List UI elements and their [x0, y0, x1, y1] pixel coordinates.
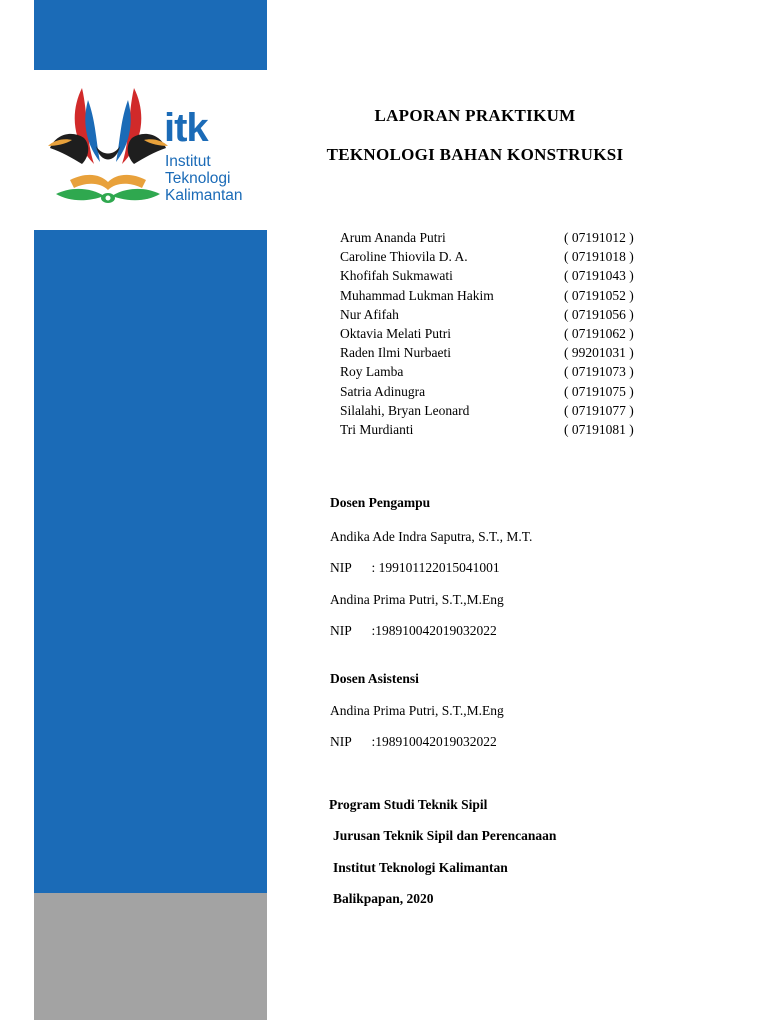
member-row — [340, 324, 660, 343]
member-nim: ( 99201031 ) — [564, 345, 634, 361]
lecturer-nip: NIP :198910042019032022 — [330, 623, 497, 638]
member-name: Raden Ilmi Nurbaeti — [340, 345, 451, 361]
report-title: LAPORAN PRAKTIKUM — [374, 106, 576, 125]
member-row — [340, 382, 660, 401]
logo-name-line: Kalimantan — [165, 187, 243, 204]
study-program: Program Studi Teknik Sipil — [329, 797, 488, 812]
member-row — [340, 266, 660, 285]
lecturer-name: Andika Ade Indra Saputra, S.T., M.T. — [330, 529, 533, 544]
member-nim: ( 07191012 ) — [564, 230, 634, 245]
member-row — [340, 401, 660, 420]
member-row — [340, 420, 660, 439]
member-row — [340, 247, 660, 266]
member-name: Khofifah Sukmawati — [340, 268, 453, 284]
member-name: Muhammad Lukman Hakim — [340, 287, 494, 303]
member-name: Roy Lamba — [340, 364, 404, 380]
member-name: Tri Murdianti — [340, 421, 414, 437]
member-row — [340, 286, 660, 305]
dosen-pengampu-heading: Dosen Pengampu — [330, 495, 431, 510]
sidebar-bottom-band — [34, 893, 267, 1020]
member-row — [340, 228, 660, 247]
member-nim: ( 07191081 ) — [564, 421, 634, 437]
dosen-asistensi-heading: Dosen Asistensi — [330, 671, 419, 686]
member-name: Caroline Thiovila D. A. — [340, 249, 468, 265]
report-subtitle: TEKNOLOGI BAHAN KONSTRUKSI — [326, 145, 624, 164]
member-row — [340, 343, 660, 362]
department: Jurusan Teknik Sipil dan Perencanaan — [333, 828, 557, 843]
lecturer-nip: NIP : 199101122015041001 — [330, 560, 500, 575]
logo-name-line: Institut — [165, 153, 211, 170]
logo-area — [34, 70, 267, 230]
member-nim: ( 07191075 ) — [564, 383, 634, 399]
member-nim: ( 07191056 ) — [564, 306, 634, 322]
institute-name: Institut Teknologi Kalimantan — [333, 860, 508, 875]
member-name: Nur Afifah — [340, 306, 399, 322]
lecturer-name: Andina Prima Putri, S.T.,M.Eng — [330, 592, 504, 607]
sidebar-top-band — [34, 0, 267, 70]
member-nim: ( 07191077 ) — [564, 402, 634, 418]
member-row — [340, 362, 660, 381]
itk-emblem-icon — [42, 82, 172, 210]
sidebar-middle-band — [34, 230, 267, 893]
logo-institution-name — [165, 153, 243, 204]
member-row — [340, 305, 660, 324]
member-name: Oktavia Melati Putri — [340, 325, 451, 341]
member-nim: ( 07191073 ) — [564, 364, 634, 380]
member-nim: ( 07191043 ) — [564, 268, 634, 284]
member-nim: ( 07191018 ) — [564, 249, 634, 265]
member-name: Silalahi, Bryan Leonard — [340, 402, 470, 418]
member-list — [340, 228, 660, 439]
member-nim: ( 07191062 ) — [564, 325, 634, 341]
logo-abbreviation: itk — [164, 106, 208, 150]
member-name: Arum Ananda Putri — [340, 230, 446, 245]
assistant-lecturer-nip: NIP :198910042019032022 — [330, 734, 497, 749]
logo-name-line: Teknologi — [165, 170, 231, 187]
member-name: Satria Adinugra — [340, 383, 426, 399]
member-nim: ( 07191052 ) — [564, 287, 634, 303]
city-year: Balikpapan, 2020 — [333, 891, 434, 906]
assistant-lecturer-name: Andina Prima Putri, S.T.,M.Eng — [330, 703, 504, 718]
